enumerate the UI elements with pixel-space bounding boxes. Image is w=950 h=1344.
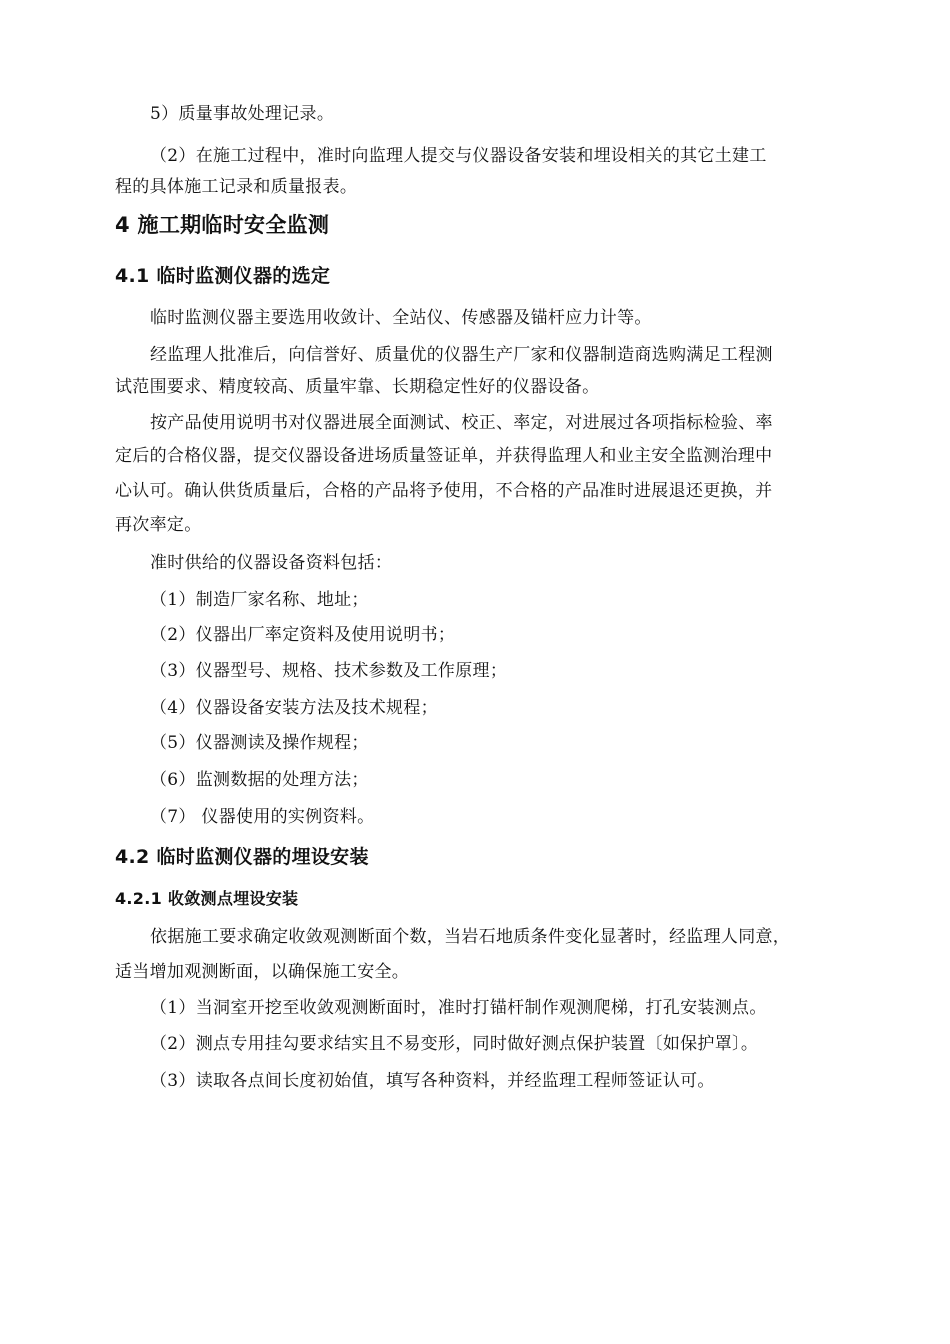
list-item: （6）监测数据的处理方法；: [150, 770, 369, 790]
subsection-heading: 4.1 临时监测仪器的选定: [115, 265, 331, 287]
list-item: （2）仪器出厂率定资料及使用说明书；: [150, 625, 456, 645]
list-item: （5）仪器测读及操作规程；: [150, 733, 369, 753]
paragraph-line: 准时供给的仪器设备资料包括：: [150, 553, 393, 573]
paragraph-line: （2）在施工过程中，准时向监理人提交与仪器设备安装和埋设相关的其它土建工: [150, 146, 767, 166]
list-item: 5）质量事故处理记录。: [150, 104, 335, 124]
list-item: （2）测点专用挂勾要求结实且不易变形，同时做好测点保护装置〔如保护罩〕。: [150, 1034, 759, 1054]
list-item: （7） 仪器使用的实例资料。: [150, 807, 375, 827]
section-heading: 4 施工期临时安全监测: [115, 213, 330, 237]
paragraph-line: 定后的合格仪器，提交仪器设备进场质量签证单，并获得监理人和业主安全监测治理中: [115, 446, 773, 466]
list-item: （1）当洞室开挖至收敛观测断面时，准时打锚杆制作观测爬梯，打孔安装测点。: [150, 998, 767, 1018]
list-item: （1）制造厂家名称、地址；: [150, 590, 369, 610]
paragraph-line: 试范围要求、精度较高、质量牢靠、长期稳定性好的仪器设备。: [115, 377, 600, 397]
paragraph-line: 经监理人批准后，向信誉好、质量优的仪器生产厂家和仪器制造商选购满足工程测: [150, 345, 773, 365]
subsubsection-heading: 4.2.1 收敛测点埋设安装: [115, 889, 299, 908]
paragraph-line: 临时监测仪器主要选用收敛计、全站仪、传感器及锚杆应力计等。: [150, 308, 652, 328]
list-item: （4）仪器设备安装方法及技术规程；: [150, 698, 438, 718]
paragraph-line: 按产品使用说明书对仪器进展全面测试、校正、率定，对进展过各项指标检验、率: [150, 413, 773, 433]
list-item: （3）读取各点间长度初始值，填写各种资料，并经监理工程师签证认可。: [150, 1071, 715, 1091]
paragraph-line: 适当增加观测断面，以确保施工安全。: [115, 962, 410, 982]
paragraph-line: 再次率定。: [115, 515, 202, 535]
paragraph-line: 心认可。确认供货质量后，合格的产品将予使用，不合格的产品准时进展退还更换，并: [115, 481, 773, 501]
paragraph-line: 程的具体施工记录和质量报表。: [115, 177, 358, 197]
paragraph-line: 依据施工要求确定收敛观测断面个数，当岩石地质条件变化显著时，经监理人同意，: [150, 927, 791, 947]
list-item: （3）仪器型号、规格、技术参数及工作原理；: [150, 661, 508, 681]
subsection-heading: 4.2 临时监测仪器的埋设安装: [115, 846, 369, 868]
